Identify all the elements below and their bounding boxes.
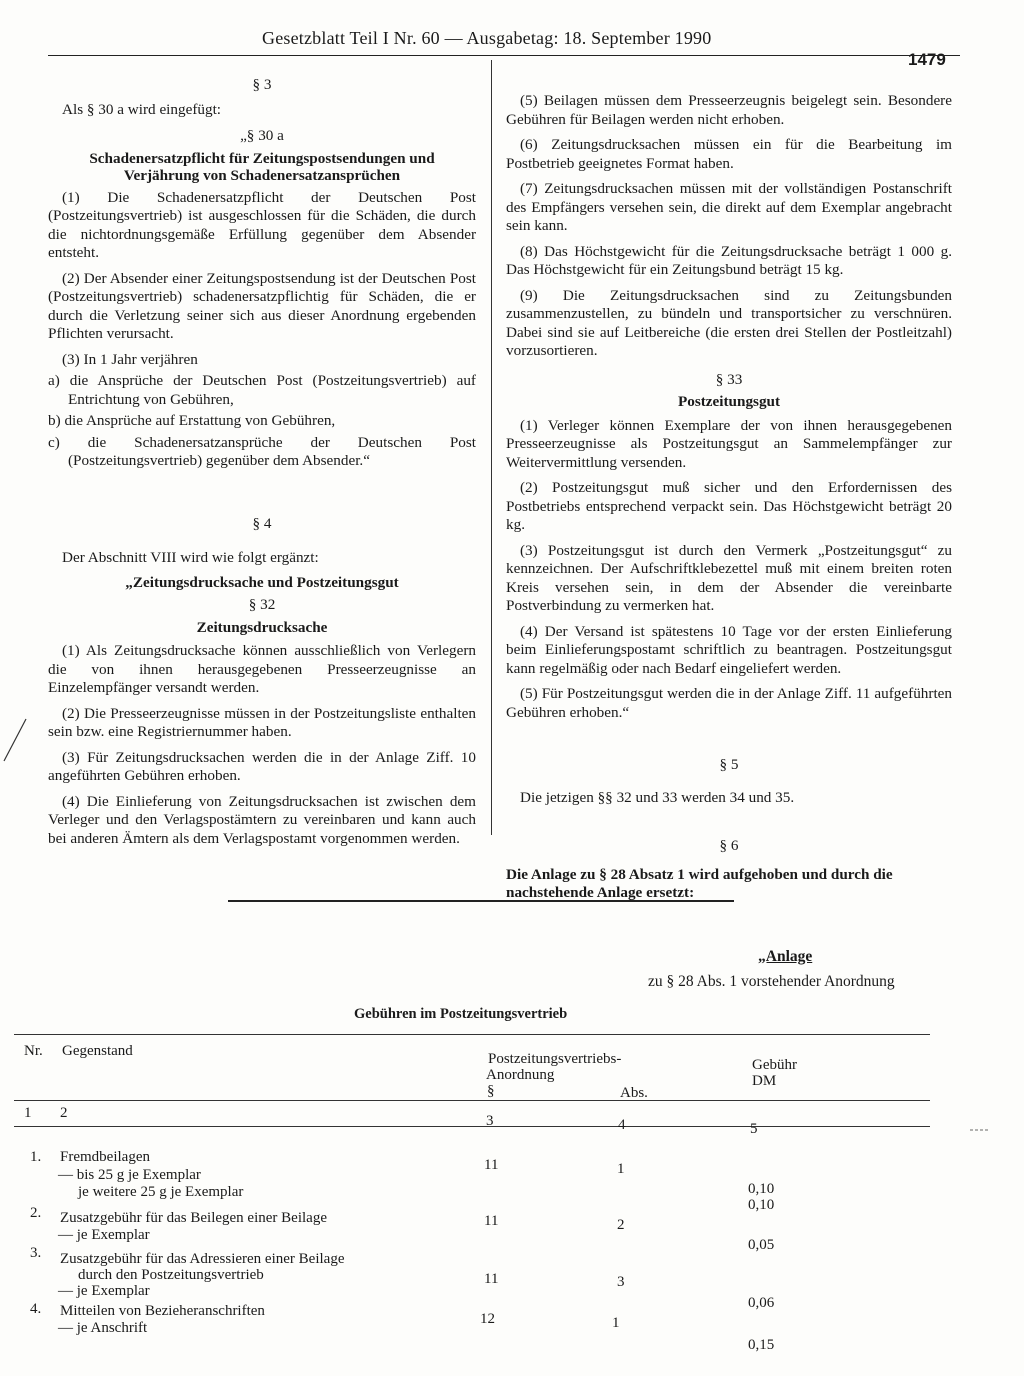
header-rule [48, 55, 960, 56]
col-number-1: 1 [24, 1105, 32, 1121]
header-gebuehr: Gebühr [752, 1057, 797, 1073]
table-title: Gebühren im Postzeitungsvertrieb [354, 1006, 568, 1022]
col-number-3: 3 [486, 1113, 494, 1129]
section-4-heading: § 4 [252, 514, 272, 532]
row-1-fee-1: 0,10 [748, 1181, 775, 1197]
left-column [48, 76, 476, 855]
header-nr: Nr. [24, 1043, 43, 1059]
paragraph-33-3: (3) Postzeitungsgut ist durch den Vermerk „Postzeitungsgut“ zu kennzeichnen. Der Aufschriftklebezettel muß mit einem breiten roten Kreis versehen sein, in dem der Absender die vereinbarte Postverbindung zu vermerken hat. [506, 541, 952, 614]
row-1-line-2: — bis 25 g je Exemplar [58, 1167, 201, 1183]
table-rule-header [14, 1100, 930, 1101]
paragraph-33-1: (1) Verleger können Exemplare der von ihnen herausgegebenen Presseerzeugnisse als Postzeitungsgut an Sammelempfänger zur Weitervermittlung versenden. [506, 416, 952, 471]
row-1-line-1: Fremdbeilagen [60, 1149, 150, 1165]
col-number-2: 2 [60, 1105, 68, 1121]
table-rule-numbers [14, 1126, 930, 1127]
section-32-heading: § 32 [248, 596, 276, 613]
row-4-line-2: — je Anschrift [58, 1320, 148, 1336]
row-2-line-2: — je Exemplar [58, 1227, 150, 1243]
paragraph-32-7: (7) Zeitungsdrucksachen müssen mit der vollständigen Postanschrift des Empfängers versehen sein, die direkt auf dem Exemplar angebracht sein kann. [506, 180, 952, 234]
margin-dash-mark [968, 1126, 992, 1134]
col-number-4: 4 [618, 1117, 626, 1133]
paragraph-33-4: (4) Der Versand ist spätestens 10 Tage vor der ersten Einlieferung beim Einlieferungspostamt schriftlich zu beantragen. Postzeitungsgut kann regelmäßig oder nach Bedarf eingeliefert werden. [506, 622, 952, 677]
row-2-abs: 2 [617, 1217, 625, 1233]
row-2-line-1: Zusatzgebühr für das Beilegen einer Beilage [60, 1210, 327, 1226]
row-3-line-1: Zusatzgebühr für das Adressieren einer Beilage [60, 1251, 345, 1267]
row-3-paragraph: 11 [484, 1271, 499, 1287]
row-3-fee: 0,06 [748, 1295, 775, 1311]
paragraph-32-4: (4) Die Einlieferung von Zeitungsdrucksachen ist zwischen dem Verleger und den Verlagspostämtern zu vereinbaren und kann auch bei anderen Ämtern als dem Verlagspostamt vorgenommen werden. [48, 792, 476, 847]
row-4-line-1: Mitteilen von Bezieheranschriften [60, 1303, 265, 1319]
header-gegenstand: Gegenstand [62, 1043, 133, 1059]
margin-pen-mark [0, 715, 30, 765]
column-divider [491, 60, 492, 835]
section-3-intro: Als § 30 a wird eingefügt: [62, 100, 222, 118]
section-33-heading: § 33 [715, 370, 743, 388]
paragraph-32-8: (8) Das Höchstgewicht für die Zeitungsdrucksache beträgt 1 000 g. Das Höchstgewicht für ein Zeitungsbund beträgt 15 kg. [506, 242, 952, 278]
header-anordnung-1: Postzeitungsvertriebs- [488, 1051, 622, 1067]
header-dm: DM [752, 1073, 777, 1089]
page-header-title: Gesetzblatt Teil I Nr. 60 — Ausgabetag: 18. September 1990 [262, 28, 712, 48]
paragraph-32-9: (9) Die Zeitungsdrucksachen sind zu Zeitungsbunden zusammenzustellen, zu bündeln und transportsicher zu verschnüren. Dabei sind sie auf Leitbereiche (die ersten drei Stellen der Postleitzahl) vorzusortieren. [506, 286, 952, 359]
row-2-fee: 0,05 [748, 1237, 775, 1253]
row-3-line-2: durch den Postzeitungsvertrieb [78, 1267, 264, 1283]
section-6-text: Die Anlage zu § 28 Absatz 1 wird aufgehoben und durch die nachstehende Anlage ersetzt: [506, 865, 893, 901]
annex-title: „Anlage [758, 948, 813, 965]
col-number-5: 5 [750, 1121, 758, 1137]
separator-rule [228, 900, 734, 902]
row-3-line-3: — je Exemplar [58, 1283, 150, 1299]
row-1-line-3: je weitere 25 g je Exemplar [78, 1184, 244, 1200]
list-item-c: c) die Schadenersatzansprüche der Deutschen Post (Postzeitungsvertrieb) gegenüber dem Absender.“ [48, 433, 476, 469]
paragraph-30a-1: (1) Die Schadenersatzpflicht der Deutschen Post (Postzeitungsvertrieb) ist ausgeschlossen für die Schäden, die durch die nichtordnungsgemäße Erfüllung gegenüber dem Absender entsteht. [48, 188, 476, 261]
section-32-title: Zeitungsdrucksache [196, 618, 328, 636]
section-6-heading: § 6 [719, 837, 739, 854]
header-abs: Abs. [620, 1085, 648, 1101]
paragraph-32-6: (6) Zeitungsdrucksachen müssen ein für die Bearbeitung im Postbetrieb geeignetes Format haben. [506, 136, 952, 172]
paragraph-32-2: (2) Die Presseerzeugnisse müssen in der Postzeitungsliste enthalten sein bzw. eine Registriernummer haben. [48, 704, 476, 740]
section-5-text: Die jetzigen §§ 32 und 33 werden 34 und 35. [520, 788, 795, 806]
header-paragraph: § [487, 1083, 495, 1099]
section-3-heading: § 3 [252, 76, 272, 93]
row-1-abs: 1 [617, 1161, 625, 1177]
paragraph-33-2: (2) Postzeitungsgut muß sicher und den Erfordernissen des Postbetriebs entsprechend verpackt sein. Das Höchstgewicht beträgt 20 kg. [506, 479, 952, 533]
paragraph-30a-3: (3) In 1 Jahr verjähren [62, 350, 198, 368]
table-rule-top [14, 1034, 930, 1035]
list-item-a: a) die Ansprüche der Deutschen Post (Postzeitungsvertrieb) auf Entrichtung von Gebühren, [48, 372, 476, 408]
paragraph-32-1: (1) Als Zeitungsdrucksache können ausschließlich von Verlegern die von ihnen herausgegebenen Presseerzeugnisse an Einzelempfänger versandt werden. [48, 642, 476, 696]
section-33-title: Postzeitungsgut [677, 393, 781, 410]
row-4-paragraph: 12 [480, 1311, 495, 1327]
row-1-fee-2: 0,10 [748, 1197, 775, 1213]
row-2-nr: 2. [30, 1205, 42, 1221]
page-number: 1479 [908, 50, 946, 69]
list-item-b: b) die Ansprüche auf Erstattung von Gebühren, [48, 412, 336, 429]
row-1-nr: 1. [30, 1149, 42, 1165]
section-4-title: „Zeitungsdrucksache und Postzeitungsgut [125, 573, 399, 591]
paragraph-32-5: (5) Beilagen müssen dem Presseerzeugnis beigelegt sein. Besondere Gebühren für Beilagen werden nicht erhoben. [506, 92, 952, 128]
paragraph-33-5: (5) Für Postzeitungsgut werden die in der Anlage Ziff. 11 aufgeführten Gebühren erhoben.“ [506, 685, 952, 721]
row-2-paragraph: 11 [484, 1213, 499, 1229]
section-30a-heading: „§ 30 a [240, 127, 284, 144]
row-3-abs: 3 [617, 1274, 625, 1290]
right-column [506, 92, 952, 910]
row-4-nr: 4. [30, 1301, 42, 1317]
paragraph-32-3: (3) Für Zeitungsdrucksachen werden die in der Anlage Ziff. 10 angeführten Gebühren erhoben. [48, 748, 476, 784]
header-anordnung-2: Anordnung [486, 1067, 555, 1083]
paragraph-30a-2: (2) Der Absender einer Zeitungspostsendung ist der Deutschen Post (Postzeitungsvertrieb) schadenersatzpflichtig für Schäden, die er durch die Verletzung seiner sich aus dieser Anordnung ergebenden Pflichten verursacht. [48, 269, 476, 342]
annex-subtitle: zu § 28 Abs. 1 vorstehender Anordnung [648, 973, 895, 990]
row-4-fee: 0,15 [748, 1337, 775, 1353]
section-30a-title: Schadenersatzpflicht für Zeitungspostsendungen und Verjährung von Schadenersatzansprüchen [89, 149, 435, 184]
row-3-nr: 3. [30, 1245, 42, 1261]
row-1-paragraph: 11 [484, 1157, 499, 1173]
section-4-intro: Der Abschnitt VIII wird wie folgt ergänzt: [62, 549, 319, 566]
row-4-abs: 1 [612, 1315, 620, 1331]
section-5-heading: § 5 [719, 756, 739, 773]
